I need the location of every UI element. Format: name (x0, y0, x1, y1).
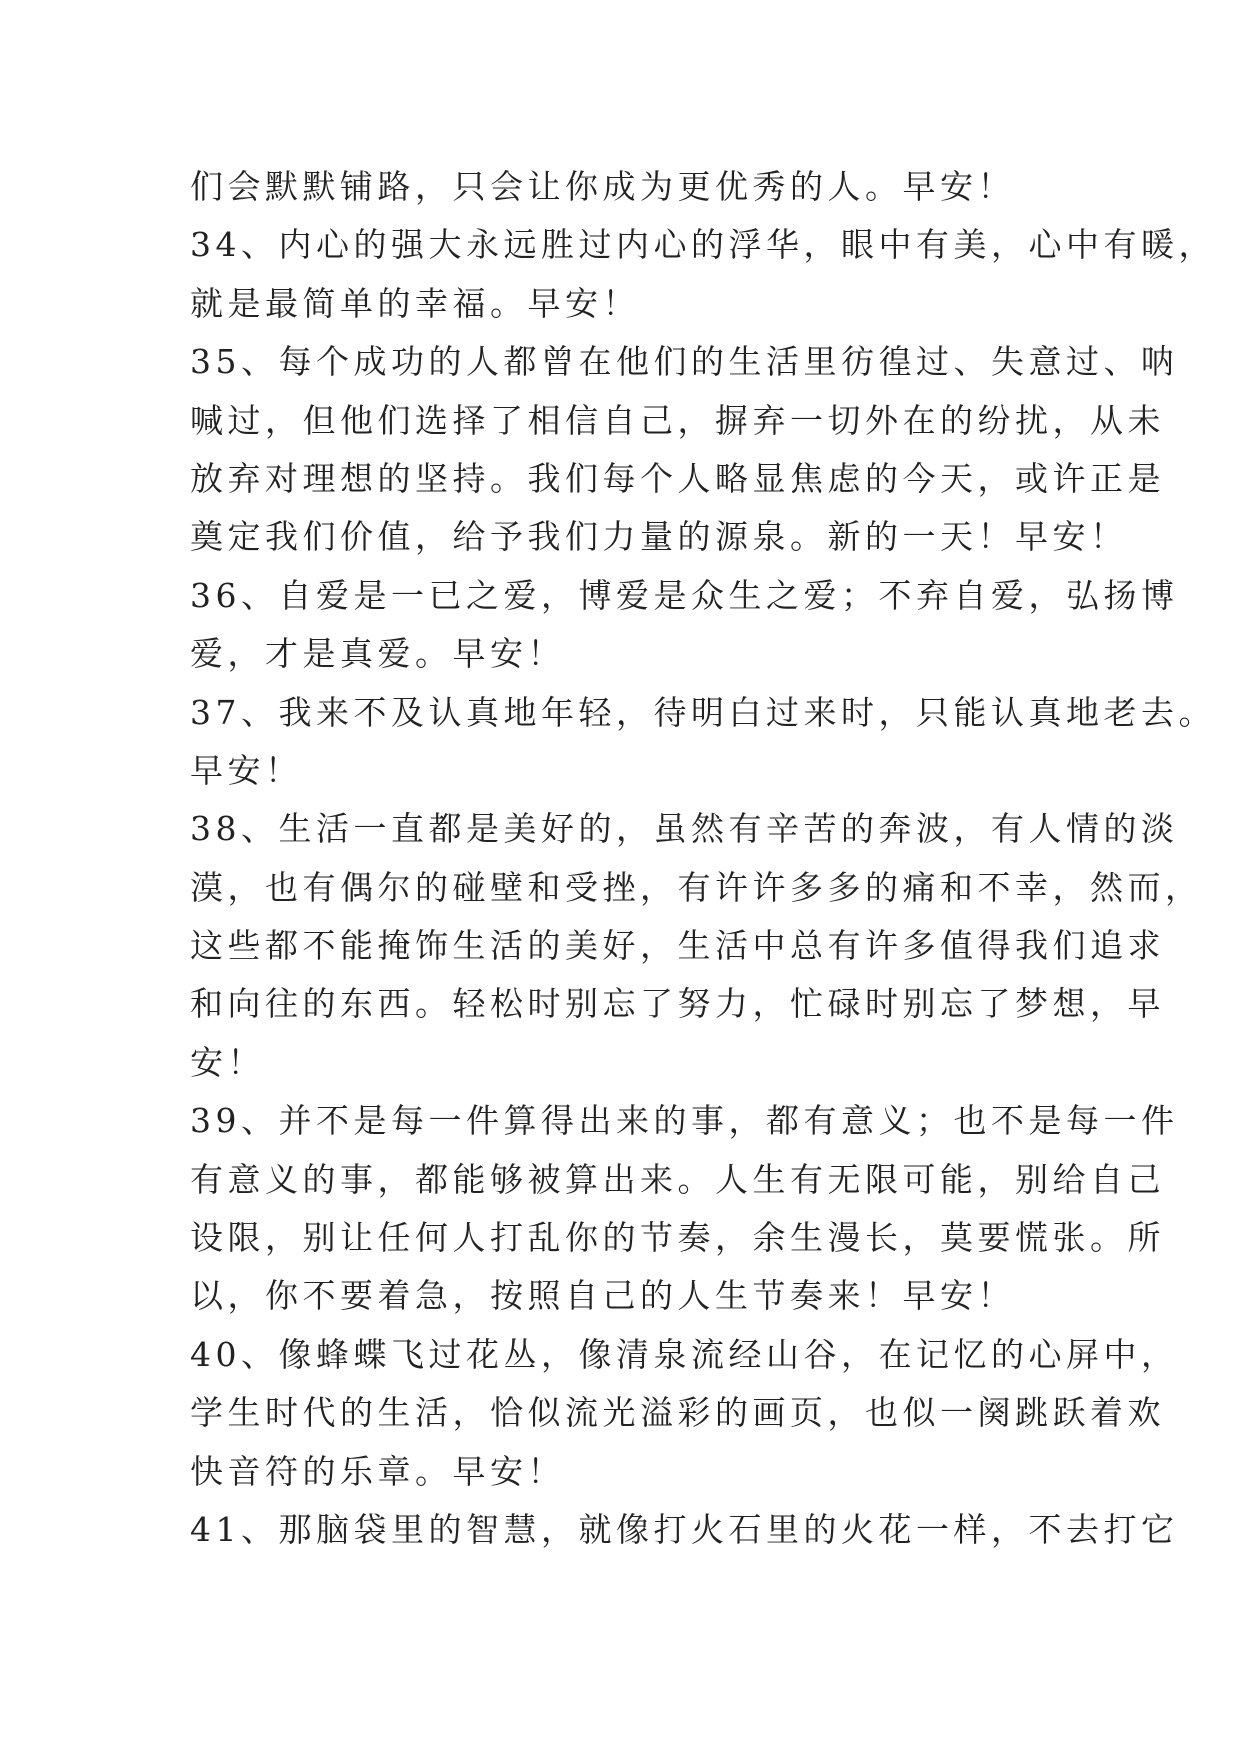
text-line: 早安！ (190, 750, 303, 790)
text-line: 快音符的乐章。早安！ (190, 1451, 565, 1491)
text-line: 放弃对理想的坚持。我们每个人略显焦虑的今天，或许正是 (190, 458, 1165, 498)
text-line: 们会默默铺路，只会让你成为更优秀的人。早安！ (190, 167, 1015, 206)
text-line: 奠定我们价值，给予我们力量的源泉。新的一天！早安！ (190, 517, 1128, 557)
text-line: 有意义的事，都能够被算出来。人生有无限可能，别给自己 (190, 1159, 1165, 1199)
text-line: 喊过，但他们选择了相信自己，摒弃一切外在的纷扰，从未 (190, 400, 1165, 440)
text-line: 39、并不是每一件算得出来的事，都有意义；也不是每一件 (190, 1101, 1179, 1141)
text-line: 设限，别让任何人打乱你的节奏，余生漫长，莫要慌张。所 (190, 1218, 1165, 1258)
text-line: 34、内心的强大永远胜过内心的浮华，眼中有美，心中有暖， (190, 225, 1216, 265)
text-line: 以，你不要着急，按照自己的人生节奏来！早安！ (190, 1276, 1015, 1316)
text-line: 35、每个成功的人都曾在他们的生活里彷徨过、失意过、呐 (190, 342, 1179, 382)
text-line: 37、我来不及认真地年轻，待明白过来时，只能认真地老去。 (190, 692, 1216, 732)
text-line: 漠，也有偶尔的碰壁和受挫，有许许多多的痛和不幸，然而， (190, 867, 1203, 907)
text-line: 就是最简单的幸福。早安！ (190, 283, 640, 323)
text-line: 这些都不能掩饰生活的美好，生活中总有许多值得我们追求 (190, 926, 1165, 966)
text-line: 36、自爱是一已之爱，博爱是众生之爱；不弃自爱，弘扬博 (190, 575, 1179, 615)
text-line: 和向往的东西。轻松时别忘了努力，忙碌时别忘了梦想，早 (190, 984, 1165, 1024)
text-line: 41、那脑袋里的智慧，就像打火石里的火花一样，不去打它 (190, 1509, 1179, 1549)
document-body (190, 158, 1216, 1559)
text-line: 安！ (190, 1042, 265, 1082)
text-line: 40、像蜂蝶飞过花丛，像清泉流经山谷，在记忆的心屏中， (190, 1334, 1179, 1374)
text-line: 爱，才是真爱。早安！ (190, 634, 565, 674)
text-line: 38、生活一直都是美好的，虽然有辛苦的奔波，有人情的淡 (190, 809, 1179, 849)
text-line: 学生时代的生活，恰似流光溢彩的画页，也似一阕跳跃着欢 (190, 1393, 1165, 1433)
